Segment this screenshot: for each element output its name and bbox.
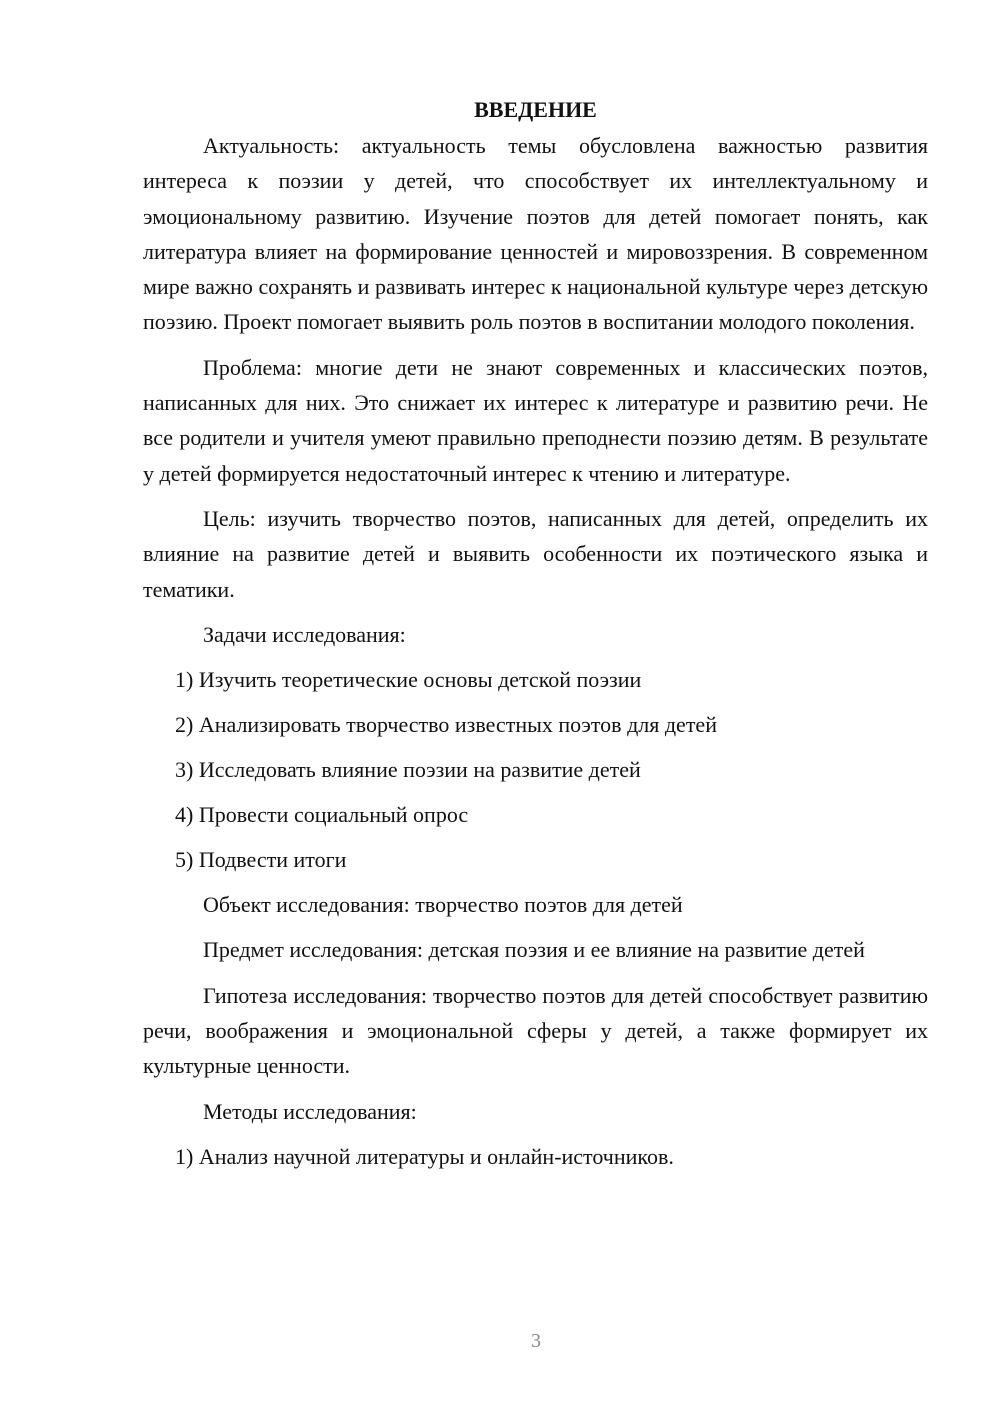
goal-paragraph: Цель: изучить творчество поэтов, написанных для детей, определить их влияние на развитие детей и выявить особенности их поэтического языка и тематики. — [143, 505, 928, 602]
methods-list — [143, 1139, 928, 1174]
tasks-heading: Задачи исследования: — [203, 621, 406, 647]
problem-paragraph: Проблема: многие дети не знают современных и классических поэтов, написанных для них. Это снижает их интерес к литературе и развитию речи. Не все родители и учителя умеют правильно преподнести поэзию детям. В результате у детей формируется недостаточный интерес к чтению и литературе. — [143, 354, 928, 486]
list-item: 4) Провести социальный опрос — [175, 802, 469, 828]
list-item: 3) Исследовать влияние поэзии на развитие детей — [175, 757, 641, 783]
list-item: 5) Подвести итоги — [175, 847, 347, 873]
hypothesis-paragraph: Гипотеза исследования: творчество поэтов для детей способствует развитию речи, воображения и эмоциональной сферы у детей, а также формирует их культурные ценности. — [143, 982, 928, 1079]
methods-heading: Методы исследования: — [203, 1098, 417, 1124]
relevance-paragraph: Актуальность: актуальность темы обусловлена важностью развития интереса к поэзии у детей, что способствует их интеллектуальному и эмоциональному развитию. Изучение поэтов для детей помогает понять, как литература влияет на формирование ценностей и мировоззрения. В современном мире важно сохранять и развивать интерес к национальной культуре через детскую поэзию. Проект помогает выявить роль поэтов в воспитании молодого поколения. — [143, 133, 928, 335]
section-title: ВВЕДЕНИЕ — [474, 97, 597, 122]
document-page — [143, 92, 928, 1184]
tasks-list — [143, 662, 928, 877]
subject-paragraph: Предмет исследования: детская поэзия и ее влияние на развитие детей — [203, 937, 865, 963]
object-paragraph: Объект исследования: творчество поэтов для детей — [203, 892, 683, 918]
list-item: 1) Изучить теоретические основы детской поэзии — [175, 667, 642, 693]
list-item: 1) Анализ научной литературы и онлайн-источников. — [175, 1143, 674, 1169]
list-item: 2) Анализировать творчество известных поэтов для детей — [175, 712, 717, 738]
page-number: 3 — [531, 1330, 541, 1352]
